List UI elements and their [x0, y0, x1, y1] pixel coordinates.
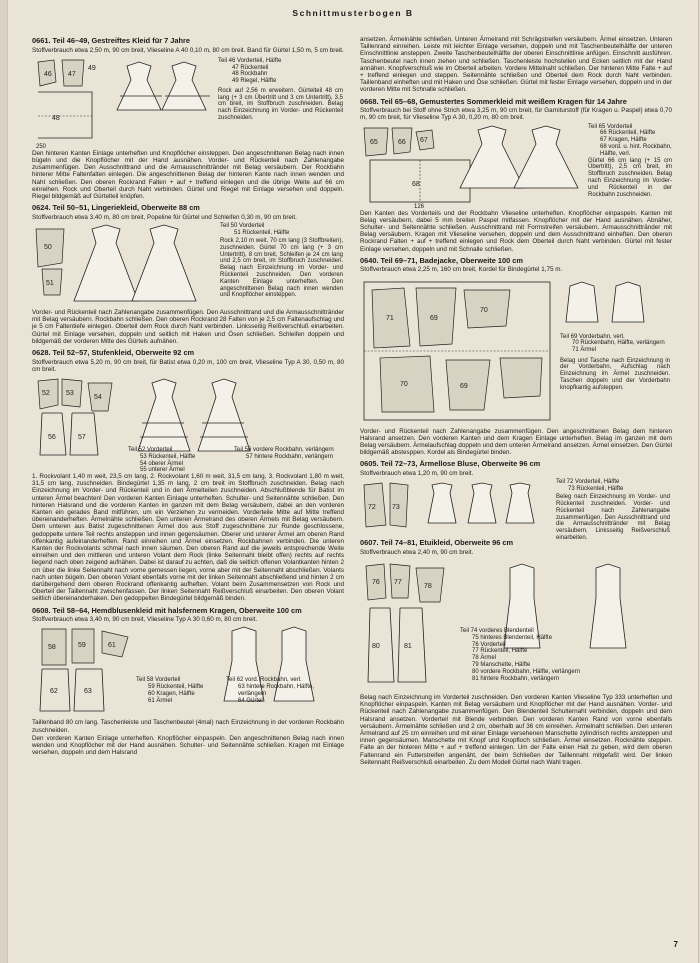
part-item: 68 vord. u. hint. Rockbahn, Hälfte, verl.	[600, 144, 672, 157]
consumption-text: Stoffverbrauch etwa 5,20 m, 90 cm breit, für Batist etwa 0,20 m, 100 cm breit, Vlieseline Typ A 30, 0,50 m, 80 cm breit.	[32, 358, 344, 373]
part-item: 53 Rückenteil, Hälfte	[140, 453, 196, 460]
part-item: 59 Rückenteil, Hälfte	[148, 684, 204, 691]
svg-text:46: 46	[44, 70, 52, 78]
section-0608-continued	[360, 36, 672, 94]
section-title: 0628. Teil 52–57, Stufenkleid, Oberweite 92 cm	[32, 348, 195, 358]
svg-text:78: 78	[424, 583, 432, 591]
parts-list-0608b	[226, 677, 342, 704]
section-title: 0607. Teil 74–81, Etuikleid, Oberweite 96 cm	[360, 538, 514, 548]
figure-0607	[360, 558, 672, 692]
part-item: Teil 74 vorderes Blendenteil	[460, 628, 534, 635]
svg-text:63: 63	[84, 688, 92, 696]
svg-text:250: 250	[36, 143, 47, 148]
figure-0624	[32, 223, 344, 307]
part-item: 81 hintere Rockbahn, verlängern	[472, 675, 560, 682]
part-item: 57 hintere Rockbahn, verlängern	[246, 453, 334, 460]
part-item: Teil 65 Vorderteil	[588, 123, 633, 130]
part-item: 49 Riegel, Hälfte	[232, 78, 277, 85]
instructions-text: Belag nach Einzeichnung im Vorderteil zuschneiden. Den vorderen Kanten Vlieseline Typ 333 unterheften und Knopflöcher einpaspeln. Kanten mit Belag versäubern und Knopflöcher mit der Hand ausnähen. Vorder- und Rückenteil nach Zahlenangabe zusammenfügen. Den Blendenteil Schulternaht verbinden, doppeln und dem Halsrand ansetzen. Vorderteil mit Blende verbinden. Den vorderen Kanten Rand von vorne ebenfalls versäubern. Ärmelnähte schließen und 2 cm, oberhalb auf 36 cm einreihen. Ärmelnaht schließen. Den unteren Ärmelrand auf 25 cm einreihen und mit einer Einlage versehenen Manschette zylindrisch rechts ansteppen und innen gegensäumen. Manschette mit Knopf und Knopfloch schließen. Ärmel einsetzen. Rocknähte steppen. Falte an der hinteren Mitte + auf + treffend einlegen. Um der Falte einen Halt zu geben, wird dem oberen Faltenrand ein Futterstreifen angenäht, der beim Schließen der Taillennaht mitgefaßt wird. Der linken Seitennaht Reißverschluß einarbeiten. Zu dem Modell Gürtel nach Wahl tragen.	[360, 694, 672, 766]
note-0608: Taillenband 80 cm lang. Taschenleiste und Taschenbeutel (4mal) nach Einzeichnung in der vorderen Rockbahn zuschneiden.	[32, 719, 344, 734]
note-0640: Belag und Tasche nach Einzeichnung in der Vorderbahn, Aufschlag nach Einzeichnung im Ärmel zuschneiden. Taschen doppeln und der Vorderbahn knopfkantig aufsteppen.	[560, 357, 670, 391]
figure-0605	[360, 479, 672, 542]
part-item: Teil 58 Vorderteil	[136, 677, 181, 684]
part-item: 61 Ärmel	[148, 697, 173, 704]
svg-text:66: 66	[398, 138, 406, 146]
section-0607	[360, 539, 672, 766]
svg-text:56: 56	[48, 434, 56, 442]
parts-list-0628a	[128, 447, 228, 474]
parts-list-0661	[218, 58, 343, 85]
part-item: 47 Rückenteil	[232, 64, 269, 71]
consumption-text: Stoffverbrauch etwa 2,40 m, 90 cm breit.	[360, 548, 474, 556]
part-item: 76 Vorderteil	[472, 641, 506, 648]
part-item: 80 vordere Rockbahn, Hälfte, verlängern	[472, 668, 581, 675]
note-0661: Rock auf 2,56 m erweitern. Gürtelteil 48 cm lang (+ 3 cm Übertritt und 3 cm Untertritt), 3,5 cm breit, im Stoffbruch zuschneiden. Belag nach Einzeichnung im Vorder- und Rückenteil zuschneiden.	[218, 87, 343, 121]
svg-text:76: 76	[372, 579, 380, 587]
section-0668	[360, 98, 672, 253]
svg-text:70: 70	[400, 380, 408, 388]
parts-list-0607	[460, 628, 640, 682]
page-number: 7	[673, 940, 678, 949]
section-title: 0640. Teil 69–71, Badejacke, Oberweite 100 cm	[360, 255, 523, 265]
section-title: 0605. Teil 72–73, Ärmellose Bluse, Oberweite 96 cm	[360, 459, 541, 469]
part-item: 78 Ärmel	[472, 655, 497, 662]
svg-text:59: 59	[78, 642, 86, 650]
part-item: Teil 72 Vorderteil, Hälfte	[556, 479, 620, 486]
section-title: 0624. Teil 50–51, Lingeriekleid, Oberweite 88 cm	[32, 203, 200, 213]
svg-text:126: 126	[414, 203, 425, 208]
part-item: 71 Ärmel	[572, 347, 597, 354]
svg-text:72: 72	[368, 504, 376, 512]
svg-text:68: 68	[412, 180, 420, 188]
instructions-text: Den hinteren Kanten Einlage unterheften und Knopflöcher einsteppen. Den angeschnittenen Belag nach innen bügeln und die Knopflöcher mit der Hand ausnähen. Vorder- und Rückenteil nach Zahlenangabe zusammenfügen. Den Ausschnittrand und die Armausschnittränder mit Belag versäubern. Der Rockbahn hinterer Mitte Faltenfalten einlegen. Die angeschnittenen Belag der hinteren Kante nach innen wenden und Naht schließen. Den oberen Rockrand Falten + auf + treffend einlegen und die übrige Weite auf 66 cm einreihen. Rock und Oberteil durch Naht verbinden. Gürtel und Riegel mit Einlage versehen und doppeln. Riegel bildgemäß auf Gürtelteil knöpfen.	[32, 149, 344, 201]
parts-list-0628b	[234, 447, 342, 461]
part-item: 73 Rückenteil, Hälfte	[568, 486, 624, 493]
svg-text:73: 73	[392, 504, 400, 512]
svg-text:61: 61	[108, 642, 116, 650]
svg-text:80: 80	[372, 643, 380, 651]
section-title: 0608. Teil 58–64, Hemdblusenkleid mit halsfernem Kragen, Oberweite 100 cm	[32, 605, 302, 615]
svg-text:77: 77	[394, 579, 402, 587]
svg-text:81: 81	[404, 643, 412, 651]
svg-text:53: 53	[66, 390, 74, 398]
part-item: Teil 56 vordere Rockbahn, verlängern	[234, 447, 334, 454]
figure-0608	[32, 625, 344, 717]
part-item: 70 Rückenbahn, Hälfte, verlängern	[572, 340, 665, 347]
svg-text:67: 67	[420, 136, 428, 144]
svg-text:70: 70	[480, 306, 488, 314]
consumption-text: Stoffverbrauch etwa 1,20 m, 90 cm breit.	[360, 470, 474, 478]
svg-text:50: 50	[44, 244, 52, 252]
parts-list-0605	[556, 479, 670, 493]
instructions-text: Vorder- und Rückenteil nach Zahlenangabe zusammenfügen. Den angeschnittenen Belag dem hinteren Halsrand ansetzen. Den vorderen Kanten und dem Kragen Einlage unterheften. Belag im ganzen mit dem Belag versäubern. Ärmelaufschlag doppeln und dem unteren Ärmelrand ansetzen. Ärmel einsetzen. Den Gürtel bildgemäß abstesppen. Kordel als Bindegürtel binden.	[360, 427, 672, 457]
sheet-header: Schnittmusterbogen B	[292, 8, 414, 18]
right-column	[360, 36, 672, 770]
pattern-sheet-page	[8, 0, 698, 963]
part-item: 66 Rückenteil, Hälfte	[600, 130, 656, 137]
svg-text:62: 62	[50, 688, 58, 696]
figure-0668	[360, 124, 672, 208]
part-item: 54 oberer Ärmel	[140, 460, 184, 467]
part-item: 79 Manschette, Hälfte	[472, 662, 531, 669]
svg-text:52: 52	[42, 390, 50, 398]
part-item: Teil 62 vord. Rockbahn, verl.	[226, 677, 302, 684]
parts-list-0640	[560, 334, 670, 354]
consumption-text: Stoffverbrauch etwa 3,40 m, 90 cm breit, Vlieseline Typ A 30 0,60 m, 80 cm breit.	[32, 616, 258, 624]
part-item: Teil 69 Vorderbahn, verl.	[560, 333, 625, 340]
part-item: 64 Gürtel	[238, 697, 263, 704]
section-title: 0668. Teil 65–68, Gemustertes Sommerkleid mit weißem Kragen für 14 Jahre	[360, 96, 627, 106]
svg-text:65: 65	[370, 138, 378, 146]
part-item: 55 unterer Ärmel	[140, 467, 185, 474]
part-item: 48 Rockbahn	[232, 71, 268, 78]
svg-text:69: 69	[460, 382, 468, 390]
section-0608	[32, 607, 344, 757]
instructions-text: Vorder- und Rückenteil nach Zahlenangabe zusammenfügen. Den Ausschnittrand und die Armausschnittränder mit Belag versäubern. Rockbahn schließen. Den oberen Rockrand 28 Falten von je 2,5 cm Faltenaufschlag und je 5 cm Faltentiefe einlegen. Oberteil dem Rock durch Naht verbinden. Linksseitig Reißverschluß einarbeiten. Gürtel mit Einlage versehen, doppeln und seitlich mit Haken und Ösen schließen. Schleifen doppeln und bildgemäß der vorderen Mitte des Gürtels aufnähen.	[32, 309, 344, 345]
section-0628	[32, 349, 344, 603]
instructions-text: Den vorderen Kanten Einlage unterheften. Knopflöcher einpaspeln. Den angeschnittenen Belag nach innen wenden und Knopflöcher mit der Hand ausnähen. Schulter- und Seitennähte schließen. Kragen mit Einlage versehen, doppeln und dem Halsrand	[32, 734, 344, 757]
figure-0661	[32, 56, 344, 148]
part-item: 63 hintere Rockbahn, Hälfte, verlängern	[238, 684, 315, 698]
part-item: 60 Kragen, Hälfte	[148, 691, 195, 698]
svg-text:47: 47	[68, 70, 76, 78]
part-item: 51 Rückenteil, Hälfte	[234, 229, 290, 236]
figure-0628	[32, 375, 344, 474]
svg-text:57: 57	[78, 434, 86, 442]
note-0668: Gürtel 66 cm lang (+ 15 cm Übertritt), 2,5 cm breit, im Stoffbruch zuschneiden. Belag nach Einzeichnung im Vorder- und Rückenteil in der Rockbahn zuschneiden.	[588, 157, 672, 198]
instructions-text: ansetzen. Ärmelnähte schließen. Unteren Ärmelrand mit Schrägstreifen versäubern. Ärmel einsetzen. Unteren Taillenrand einreihen. Leiste mit leichter Einlage versehen, doppeln und mit Taschenbeutelhälfte der unteren Einschnittlinie ansteppen. Zweite Taschenbeutelhälfte der oberen Einschnittlinie anfügen. Einschnitt ausführen. Taschenbeutel nach innen ziehen und schließen. Taschenleiste hochstellen und Ecken seitlich mit der Hand annähen. Knopfverschluß wie im Oberteil arbeiten. Vordere Mittelnaht schließen. Der hinteren Mitte Falte + auf + treffend einlegen und steppen. Seitennähte schließen und Oberteil dem Rock durch Naht verbinden. Taillenband einheften und mit Haken und Öse schließen. Gürtel mit fester Einlage versehen, doppeln und in der vorderen Mitte mit Schnalle schließen.	[360, 36, 672, 94]
section-0640	[360, 257, 672, 457]
svg-text:48: 48	[52, 114, 60, 122]
part-item: Teil 50 Vorderteil	[220, 223, 265, 230]
section-0624	[32, 204, 344, 345]
svg-text:58: 58	[48, 644, 56, 652]
instructions-text: Den Kanten des Vorderteils und der Rockbahn Vlieseline unterheften. Knopflöcher einpaspeln. Kanten mit Belag versäubern, dabei 5 mm breiten Paspel mitfassen. Knopflöcher mit der Hand ausnähen. Abnäher, Schulter- und Seitennähte schließen. Ausschnittrand mit Formstreifen versäubern. Armausschnittränder mit Belag versäubern. Kragen mit Vlieseline versehen, doppeln und dem Ausschnittrand einheften. Den oberen Rockrand Falten + auf + treffend einlegen und Rock dem Oberteil durch Naht verbinden. Gürtel mit fester Einlage versehen, doppeln und mit Schnalle schließen.	[360, 209, 672, 253]
consumption-text: Stoffverbrauch etwa 2,25 m, 160 cm breit, Kordel für Bindegürtel 1,75 m.	[360, 266, 563, 274]
section-0661	[32, 37, 344, 200]
parts-list-0624	[220, 223, 343, 237]
svg-text:69: 69	[430, 314, 438, 322]
section-0605	[360, 459, 672, 542]
svg-text:49: 49	[88, 64, 96, 72]
section-title: 0661. Teil 46–49, Gestreiftes Kleid für 7 Jahre	[32, 36, 191, 45]
part-item: 67 Kragen, Hälfte	[600, 137, 647, 144]
part-item: Teil 46 Vorderteil, Hälfte	[218, 57, 282, 64]
svg-text:51: 51	[46, 280, 54, 288]
svg-text:54: 54	[94, 394, 102, 402]
part-item: Teil 52 Vorderteil	[128, 447, 173, 454]
parts-list-0668	[588, 124, 672, 158]
note-0624: Rock 2,10 m weit, 70 cm lang (3 Stoffbreiten), zuschneiden. Gürtel 70 cm lang (+ 3 cm Untertritt), 8 cm breit, Schleifen je 24 cm lang und 2,5 cm breit, im Stoffbruch zuschneiden. Belag nach Einzeichnung im Vorder- und Rückenteil zuschneiden. Den vorderen Kanten Einlage unterheften. Den angeschnittenen Belag nach innen wenden und Knopflöcher einsteppen.	[220, 238, 343, 299]
consumption-text: Stoffverbrauch etwa 2,50 m, 90 cm breit, Vlieseline A 40 0,10 m, 80 cm breit. Band für Gürtel 1,50 m, 5 cm breit.	[32, 46, 344, 54]
consumption-text: Stoffverbrauch bei Stoff ohne Strich etwa 3,25 m, 90 cm breit, für Garniturstoff (für Kragen u. Paspel) etwa 0,70 m, 90 cm breit, für Vlieseline Typ A 30, 0,20 m, 80 cm breit.	[360, 107, 672, 122]
part-item: 77 Rückenteil, Hälfte	[472, 648, 528, 655]
instructions-text: 1. Rockvolant 1,40 m weit, 23,5 cm lang, 2. Rockvolant 1,60 m weit, 31,5 cm lang, 3. Rockvolant 1,80 m weit, 31,5 cm lang, zuschneiden. Bindegürtel 1,35 m lang, 2 cm breit im Stoffbruch zuschneiden. Belag nach Einzeichnung im Vorder- und Rückenteil und in den Ärmelteilen zuschneiden. Abschlußblende für Batist im unteren Ärmel beachten! Den vorderen Kanten Einlage unterheften. Schulter- und Seitennähte schließen. Den hinteren Halsrand und die vorderen Kanten im ganzen mit dem Belag versäubern, dabei an den vorderen Kanten ein gerades Band mitführen, um ein Verziehen zu vermeiden. Vorderteile Mitte auf Mitte treffend übereinanderheften. Ärmelnähte schließen. Den unteren Ärmelrand des oberen Ärmels mit Belag versäubern. Dem unteren aus Batist zugeschnittenen Ärmel dos aus Stoff zugeschnittene zur Runde geschlossene, gedoppelte untere Teil rechts ansteppen und innen gegensäumen. Oberer und unterer Ärmel am oberen Rand offenkantig aufeinanderheften. Rand einreihen und Ärmel einsetzen. Rockbahnen verbinden. Die unteren Kanten der Rockvolants schmal nach innen säumen. Den oberen Rand auf die jeweils entsprechende Weite einreihen und den mittleren und unteren Volant dem Rock (linke Seitennaht bleibt offen) rechts auf rechts liegend nach oben zeigend aufnähen. Dabei ist darauf zu achten, daß die seitlich offenen Volantkanten hinten 2 cm über die linke Seitennaht nach vorne gemessen liegen, vorne aber mit der Seitennaht abschließen. Volants nach unten bügeln. Den oberen Volant ebenfalls vorne mit der linken Seitennaht abschließend und hinten 2 cm darübergehend dem oberen Rockrand offenkantig aufheften. Volant beim Zusammensetzen von Rock und Oberteil der Taillennaht zwischenfassen. Der linken Seitennaht Reißverschluß einarbeiten. Den oberen Volant seitlich übereinanderhaken. Den gedoppelten Bindegürtel bildgemäß binden.	[32, 473, 344, 603]
parts-list-0608a	[136, 677, 222, 704]
svg-text:71: 71	[386, 314, 394, 322]
consumption-text: Stoffverbrauch etwa 3,40 m, 80 cm breit, Popeline für Gürtel und Schleifen 0,30 m, 90 cm breit.	[32, 213, 297, 221]
figure-0640	[360, 276, 672, 426]
part-item: 75 hinteres Blendenteil, Hälfte	[472, 634, 553, 641]
note-0605: Beleg nach Einzeichnung im Vorder- und Rückenteil zuschneiden. Vorder- und Rückenteil nach Zahlenangabe zusammenfügen. Den Ausschnittrand und die Armausschnittränder mit Belag versäubern. Linksseitig Reißverschluß einarbeiten.	[556, 494, 670, 542]
left-column	[32, 36, 344, 761]
